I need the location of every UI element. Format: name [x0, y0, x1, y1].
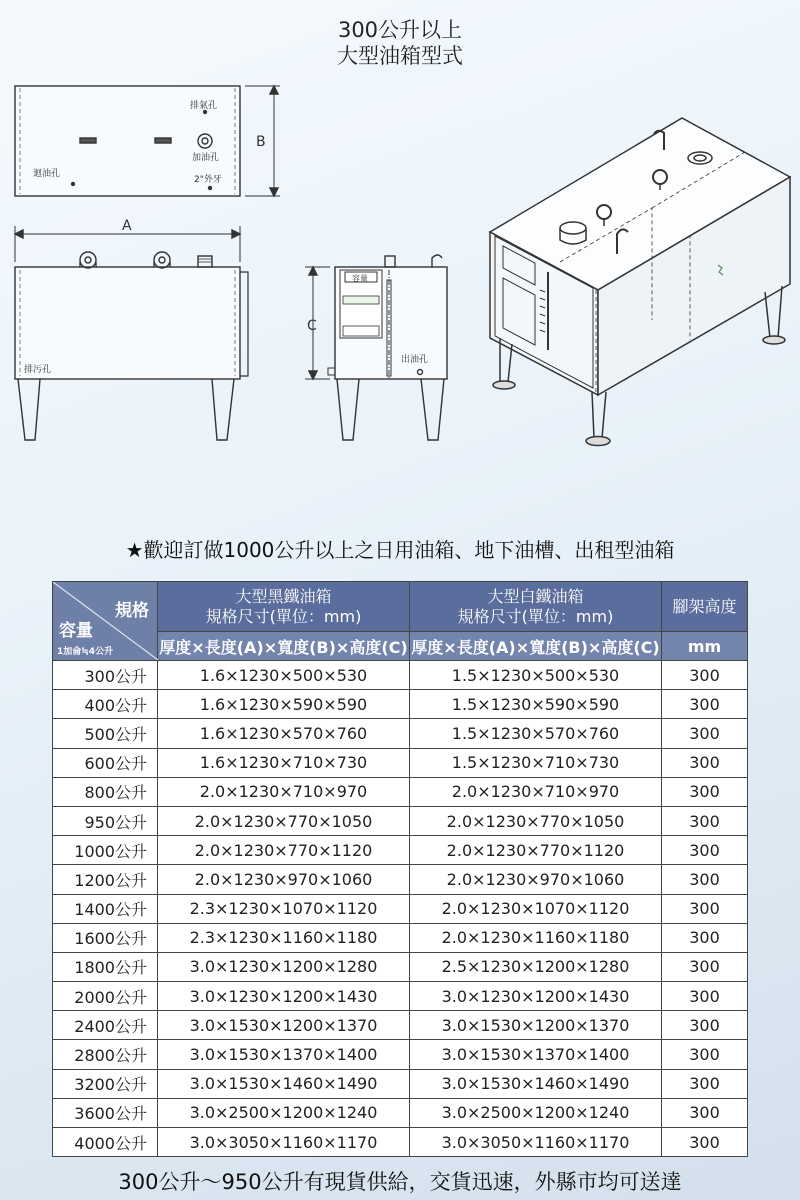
stand-height-cell: 300: [662, 923, 748, 952]
black-iron-size-cell: 2.0×1230×970×1060: [158, 865, 410, 894]
stand-height-cell: 300: [662, 1069, 748, 1098]
table-row: [53, 806, 748, 835]
stand-height-header: 腳架高度: [662, 582, 748, 632]
white-iron-size-cell: 1.5×1230×570×760: [410, 719, 662, 748]
vent-label: 排氣孔: [190, 101, 218, 111]
fill-label: 加油孔: [192, 153, 220, 163]
capacity-cell: 1400公升: [53, 894, 158, 923]
stand-height-cell: 300: [662, 982, 748, 1011]
black-iron-size-cell: 2.3×1230×1160×1180: [158, 923, 410, 952]
capacity-cell: 1600公升: [53, 923, 158, 952]
conversion-note: 1加侖≒4公升: [57, 647, 114, 657]
stand-height-cell: 300: [662, 865, 748, 894]
table-row: [53, 952, 748, 981]
stand-unit-header: mm: [662, 632, 748, 661]
tank-technical-drawing: [0, 70, 800, 470]
stand-height-cell: 300: [662, 806, 748, 835]
white-iron-size-cell: 3.0×1530×1200×1370: [410, 1011, 662, 1040]
stand-height-cell: 300: [662, 661, 748, 690]
table-row: [53, 1011, 748, 1040]
white-iron-size-cell: 2.0×1230×1160×1180: [410, 923, 662, 952]
black-iron-size-cell: 3.0×3050×1160×1170: [158, 1128, 410, 1157]
stand-height-cell: 300: [662, 690, 748, 719]
table-corner-header: [53, 582, 158, 661]
white-iron-header: [410, 582, 662, 632]
table-row: [53, 1098, 748, 1127]
front-view: [305, 255, 447, 440]
white-iron-size-cell: 3.0×2500×1200×1240: [410, 1098, 662, 1127]
black-iron-size-cell: 3.0×1230×1200×1430: [158, 982, 410, 1011]
white-iron-dims-header: 厚度×長度(A)×寬度(B)×高度(C): [410, 632, 662, 661]
black-iron-dims-header: 厚度×長度(A)×寬度(B)×高度(C): [158, 632, 410, 661]
spec-header-label: 規格: [115, 601, 149, 621]
capacity-cell: 2800公升: [53, 1040, 158, 1069]
black-iron-header: [158, 582, 410, 632]
black-iron-size-cell: 3.0×1530×1200×1370: [158, 1011, 410, 1040]
capacity-cell: 3600公升: [53, 1098, 158, 1127]
spec-table: [52, 581, 748, 1157]
title-tank-type: 大型油箱型式: [337, 44, 463, 68]
dim-c-label: C: [307, 318, 317, 334]
black-iron-size-cell: 1.6×1230×570×760: [158, 719, 410, 748]
table-row: [53, 719, 748, 748]
table-row: [53, 777, 748, 806]
black-iron-size-cell: 2.0×1230×770×1050: [158, 806, 410, 835]
table-row: [53, 894, 748, 923]
table-row: [53, 836, 748, 865]
black-iron-size-cell: 3.0×1530×1460×1490: [158, 1069, 410, 1098]
stand-height-cell: 300: [662, 1011, 748, 1040]
stand-height-cell: 300: [662, 836, 748, 865]
capacity-cell: 400公升: [53, 690, 158, 719]
capacity-cell: 4000公升: [53, 1128, 158, 1157]
stand-height-cell: 300: [662, 719, 748, 748]
white-iron-size-cell: 3.0×1230×1200×1430: [410, 982, 662, 1011]
side-view: [15, 226, 248, 440]
capacity-cell: 950公升: [53, 806, 158, 835]
white-iron-size-cell: 1.5×1230×590×590: [410, 690, 662, 719]
white-iron-size-cell: 1.5×1230×710×730: [410, 748, 662, 777]
capacity-cell: 2400公升: [53, 1011, 158, 1040]
capacity-cell: 800公升: [53, 777, 158, 806]
capacity-cell: 1800公升: [53, 952, 158, 981]
white-iron-unit: 規格尺寸(單位：mm): [457, 606, 614, 626]
thread-label: 2"外牙: [194, 175, 222, 185]
table-row: [53, 1069, 748, 1098]
capacity-cell: 2000公升: [53, 982, 158, 1011]
white-iron-name: 大型白鐵油箱: [487, 586, 584, 606]
isometric-view: [490, 118, 790, 446]
black-iron-size-cell: 1.6×1230×590×590: [158, 690, 410, 719]
white-iron-size-cell: 1.5×1230×500×530: [410, 661, 662, 690]
white-iron-size-cell: 2.0×1230×770×1050: [410, 806, 662, 835]
stand-height-cell: 300: [662, 894, 748, 923]
dim-a-label: A: [122, 218, 132, 234]
return-label: 迴油孔: [33, 169, 61, 179]
table-row: [53, 865, 748, 894]
stand-height-cell: 300: [662, 952, 748, 981]
stand-height-cell: 300: [662, 1040, 748, 1069]
black-iron-size-cell: 2.3×1230×1070×1120: [158, 894, 410, 923]
spec-table-body: [53, 661, 748, 1157]
white-iron-size-cell: 3.0×1530×1370×1400: [410, 1040, 662, 1069]
title-capacity: 300公升以上: [337, 18, 463, 42]
outlet-label: 出油孔: [401, 355, 429, 365]
table-row: [53, 1040, 748, 1069]
black-iron-size-cell: 3.0×1530×1370×1400: [158, 1040, 410, 1069]
capacity-cell: 1000公升: [53, 836, 158, 865]
black-iron-size-cell: 2.0×1230×770×1120: [158, 836, 410, 865]
capacity-plate-label: 容量: [352, 274, 368, 283]
stand-height-cell: 300: [662, 1128, 748, 1157]
stock-notice: 300公升～950公升有現貨供給，交貨迅速，外縣市均可送達: [118, 1170, 682, 1194]
stand-height-cell: 300: [662, 748, 748, 777]
stand-height-cell: 300: [662, 1098, 748, 1127]
custom-order-notice: ★歡迎訂做1000公升以上之日用油箱、地下油槽、出租型油箱: [125, 538, 675, 562]
table-row: [53, 661, 748, 690]
dim-b-label: B: [256, 134, 266, 150]
table-row: [53, 690, 748, 719]
table-row: [53, 1128, 748, 1157]
white-iron-size-cell: 3.0×3050×1160×1170: [410, 1128, 662, 1157]
black-iron-size-cell: 3.0×2500×1200×1240: [158, 1098, 410, 1127]
black-iron-size-cell: 2.0×1230×710×970: [158, 777, 410, 806]
drain-label: 排污孔: [24, 365, 52, 375]
black-iron-unit: 規格尺寸(單位：mm): [205, 606, 362, 626]
capacity-cell: 3200公升: [53, 1069, 158, 1098]
white-iron-size-cell: 2.0×1230×770×1120: [410, 836, 662, 865]
capacity-header-label: 容量: [59, 621, 93, 641]
stand-height-cell: 300: [662, 777, 748, 806]
white-iron-size-cell: 2.0×1230×710×970: [410, 777, 662, 806]
white-iron-size-cell: 3.0×1530×1460×1490: [410, 1069, 662, 1098]
black-iron-name: 大型黑鐵油箱: [235, 586, 332, 606]
table-row: [53, 748, 748, 777]
table-row: [53, 923, 748, 952]
white-iron-size-cell: 2.0×1230×1070×1120: [410, 894, 662, 923]
black-iron-size-cell: 1.6×1230×710×730: [158, 748, 410, 777]
white-iron-size-cell: 2.0×1230×970×1060: [410, 865, 662, 894]
top-view: [15, 86, 280, 196]
black-iron-size-cell: 1.6×1230×500×530: [158, 661, 410, 690]
capacity-cell: 1200公升: [53, 865, 158, 894]
black-iron-size-cell: 3.0×1230×1200×1280: [158, 952, 410, 981]
white-iron-size-cell: 2.5×1230×1200×1280: [410, 952, 662, 981]
table-row: [53, 982, 748, 1011]
capacity-cell: 500公升: [53, 719, 158, 748]
capacity-cell: 600公升: [53, 748, 158, 777]
capacity-cell: 300公升: [53, 661, 158, 690]
